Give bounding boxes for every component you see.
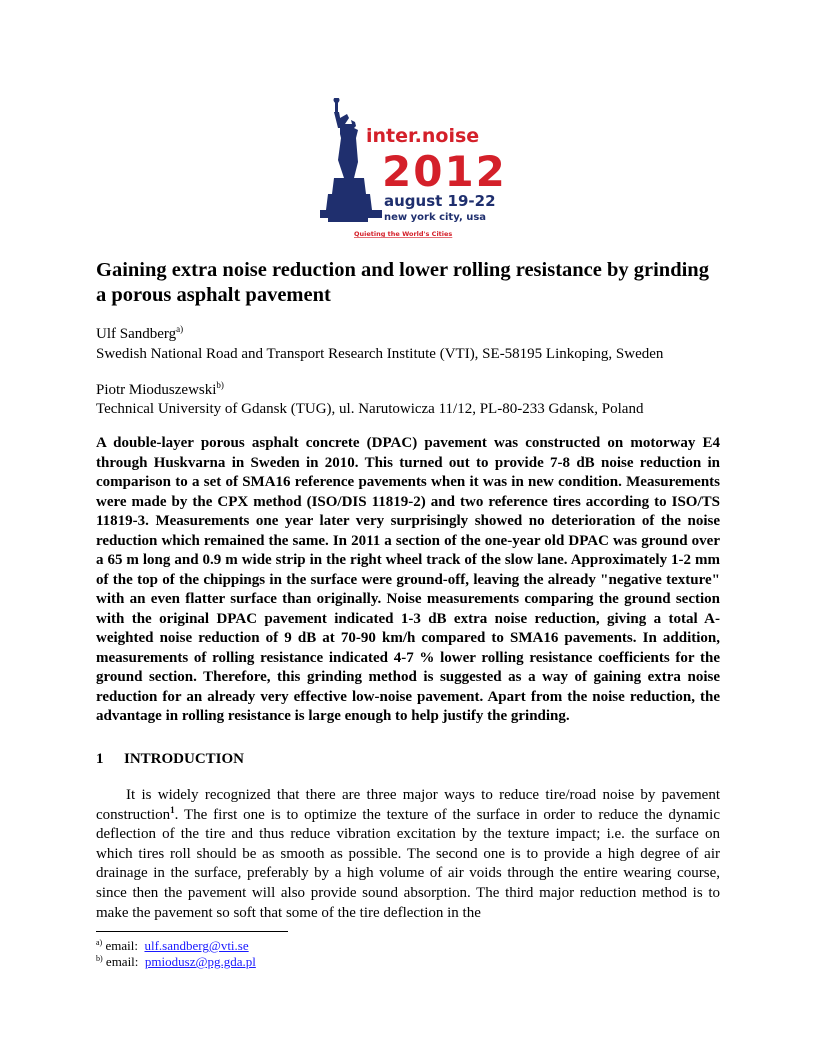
section-title: INTRODUCTION [124, 751, 245, 767]
logo-location: new york city, usa [384, 212, 487, 223]
footnote-b-label: email: [105, 954, 139, 969]
footnote-b [96, 954, 256, 970]
footnote-a-mark: a) [96, 938, 103, 947]
section-number: 1 [96, 751, 104, 767]
conference-logo [318, 98, 508, 240]
author-2-mark: b) [216, 380, 224, 390]
section-heading [96, 750, 244, 769]
author-1 [96, 325, 183, 344]
logo-line-1: inter.noise [366, 125, 480, 147]
footnote-b-email-link[interactable]: pmiodusz@pg.gda.pl [144, 954, 256, 969]
logo-dates: august 19-22 [384, 192, 496, 210]
author-2-name: Piotr Mioduszewski [96, 382, 217, 398]
author-2 [96, 381, 224, 400]
statue-of-liberty-logo-icon [318, 98, 508, 240]
reference-mark: 1 [170, 804, 175, 815]
author-2-affiliation: Technical University of Gdansk (TUG), ul. Narutowicza 11/12, PL-80-233 Gdansk, Poland [96, 401, 644, 417]
abstract: A double-layer porous asphalt concrete (DPAC) pavement was constructed on motorway E4 through Huskvarna in Sweden in 2010. This turned out to provide 7-8 dB noise reduction in comparison to a set of SMA16 reference pavements when it was in new condition. Measurements were made by the CPX method (ISO/DIS 11819-2) and two reference tires according to ISO/TS 11819-3. Measurements one year later very surprisingly showed no deterioration of the noise reduction which remained the same. In 2011 a section of the one-year old DPAC was ground over a 65 m long and 0.9 m wide strip in the right wheel track of the slow lane. Approximately 1-2 mm of the top of the chippings in the surface were ground-off, leaving the already "negative texture" with an even flatter surface than originally. Noise measurements comparing the ground section with the original DPAC pavement indicated 1-3 dB extra noise reduction, giving a total A-weighted noise reduction of 9 dB at 70-90 km/h compared to SMA16 pavements. In addition, measurements of rolling resistance indicated 4-7 % lower rolling resistance coefficients for the ground section. Therefore, this grinding method is suggested as a way of gaining extra noise reduction for an already very effective low-noise pavement. Apart from the noise reduction, the advantage in rolling resistance is large enough to help justify the grinding. [96, 435, 720, 724]
intro-text-start: It is widely recognized that there are three major ways to reduce tire/road noise by pavement construction [96, 787, 720, 823]
footnote-a-email-link[interactable]: ulf.sandberg@vti.se [144, 938, 249, 953]
author-1-mark: a) [176, 324, 184, 334]
logo-tagline: Quieting the World's Cities [354, 230, 453, 238]
footnote-b-mark: b) [96, 954, 103, 963]
footnote-a [96, 938, 249, 954]
footnote-a-label: email: [105, 938, 138, 953]
author-1-affiliation: Swedish National Road and Transport Research Institute (VTI), SE-58195 Linkoping, Sweden [96, 346, 664, 362]
intro-paragraph [96, 786, 720, 923]
intro-text-rest: . The first one is to optimize the texture of the surface in order to reduce the dynamic deflection of the tire and thus reduce vibration excitation by the texture impact; i.e. the surface on which tires roll should be as smooth as possible. The second one is to provide a high degree of air drainage in the surface, preferably by a high volume of air voids through the entire wearing course, since then the pavement will also provide sound absorption. The third major reduction method is to make the pavement so soft that some of the tire deflection in the [96, 806, 720, 921]
footnote-divider [96, 931, 288, 932]
paper-title: Gaining extra noise reduction and lower rolling resistance by grinding a porous asphalt pavement [96, 259, 709, 306]
logo-year: 2012 [382, 147, 507, 196]
author-1-name: Ulf Sandberg [96, 326, 177, 342]
